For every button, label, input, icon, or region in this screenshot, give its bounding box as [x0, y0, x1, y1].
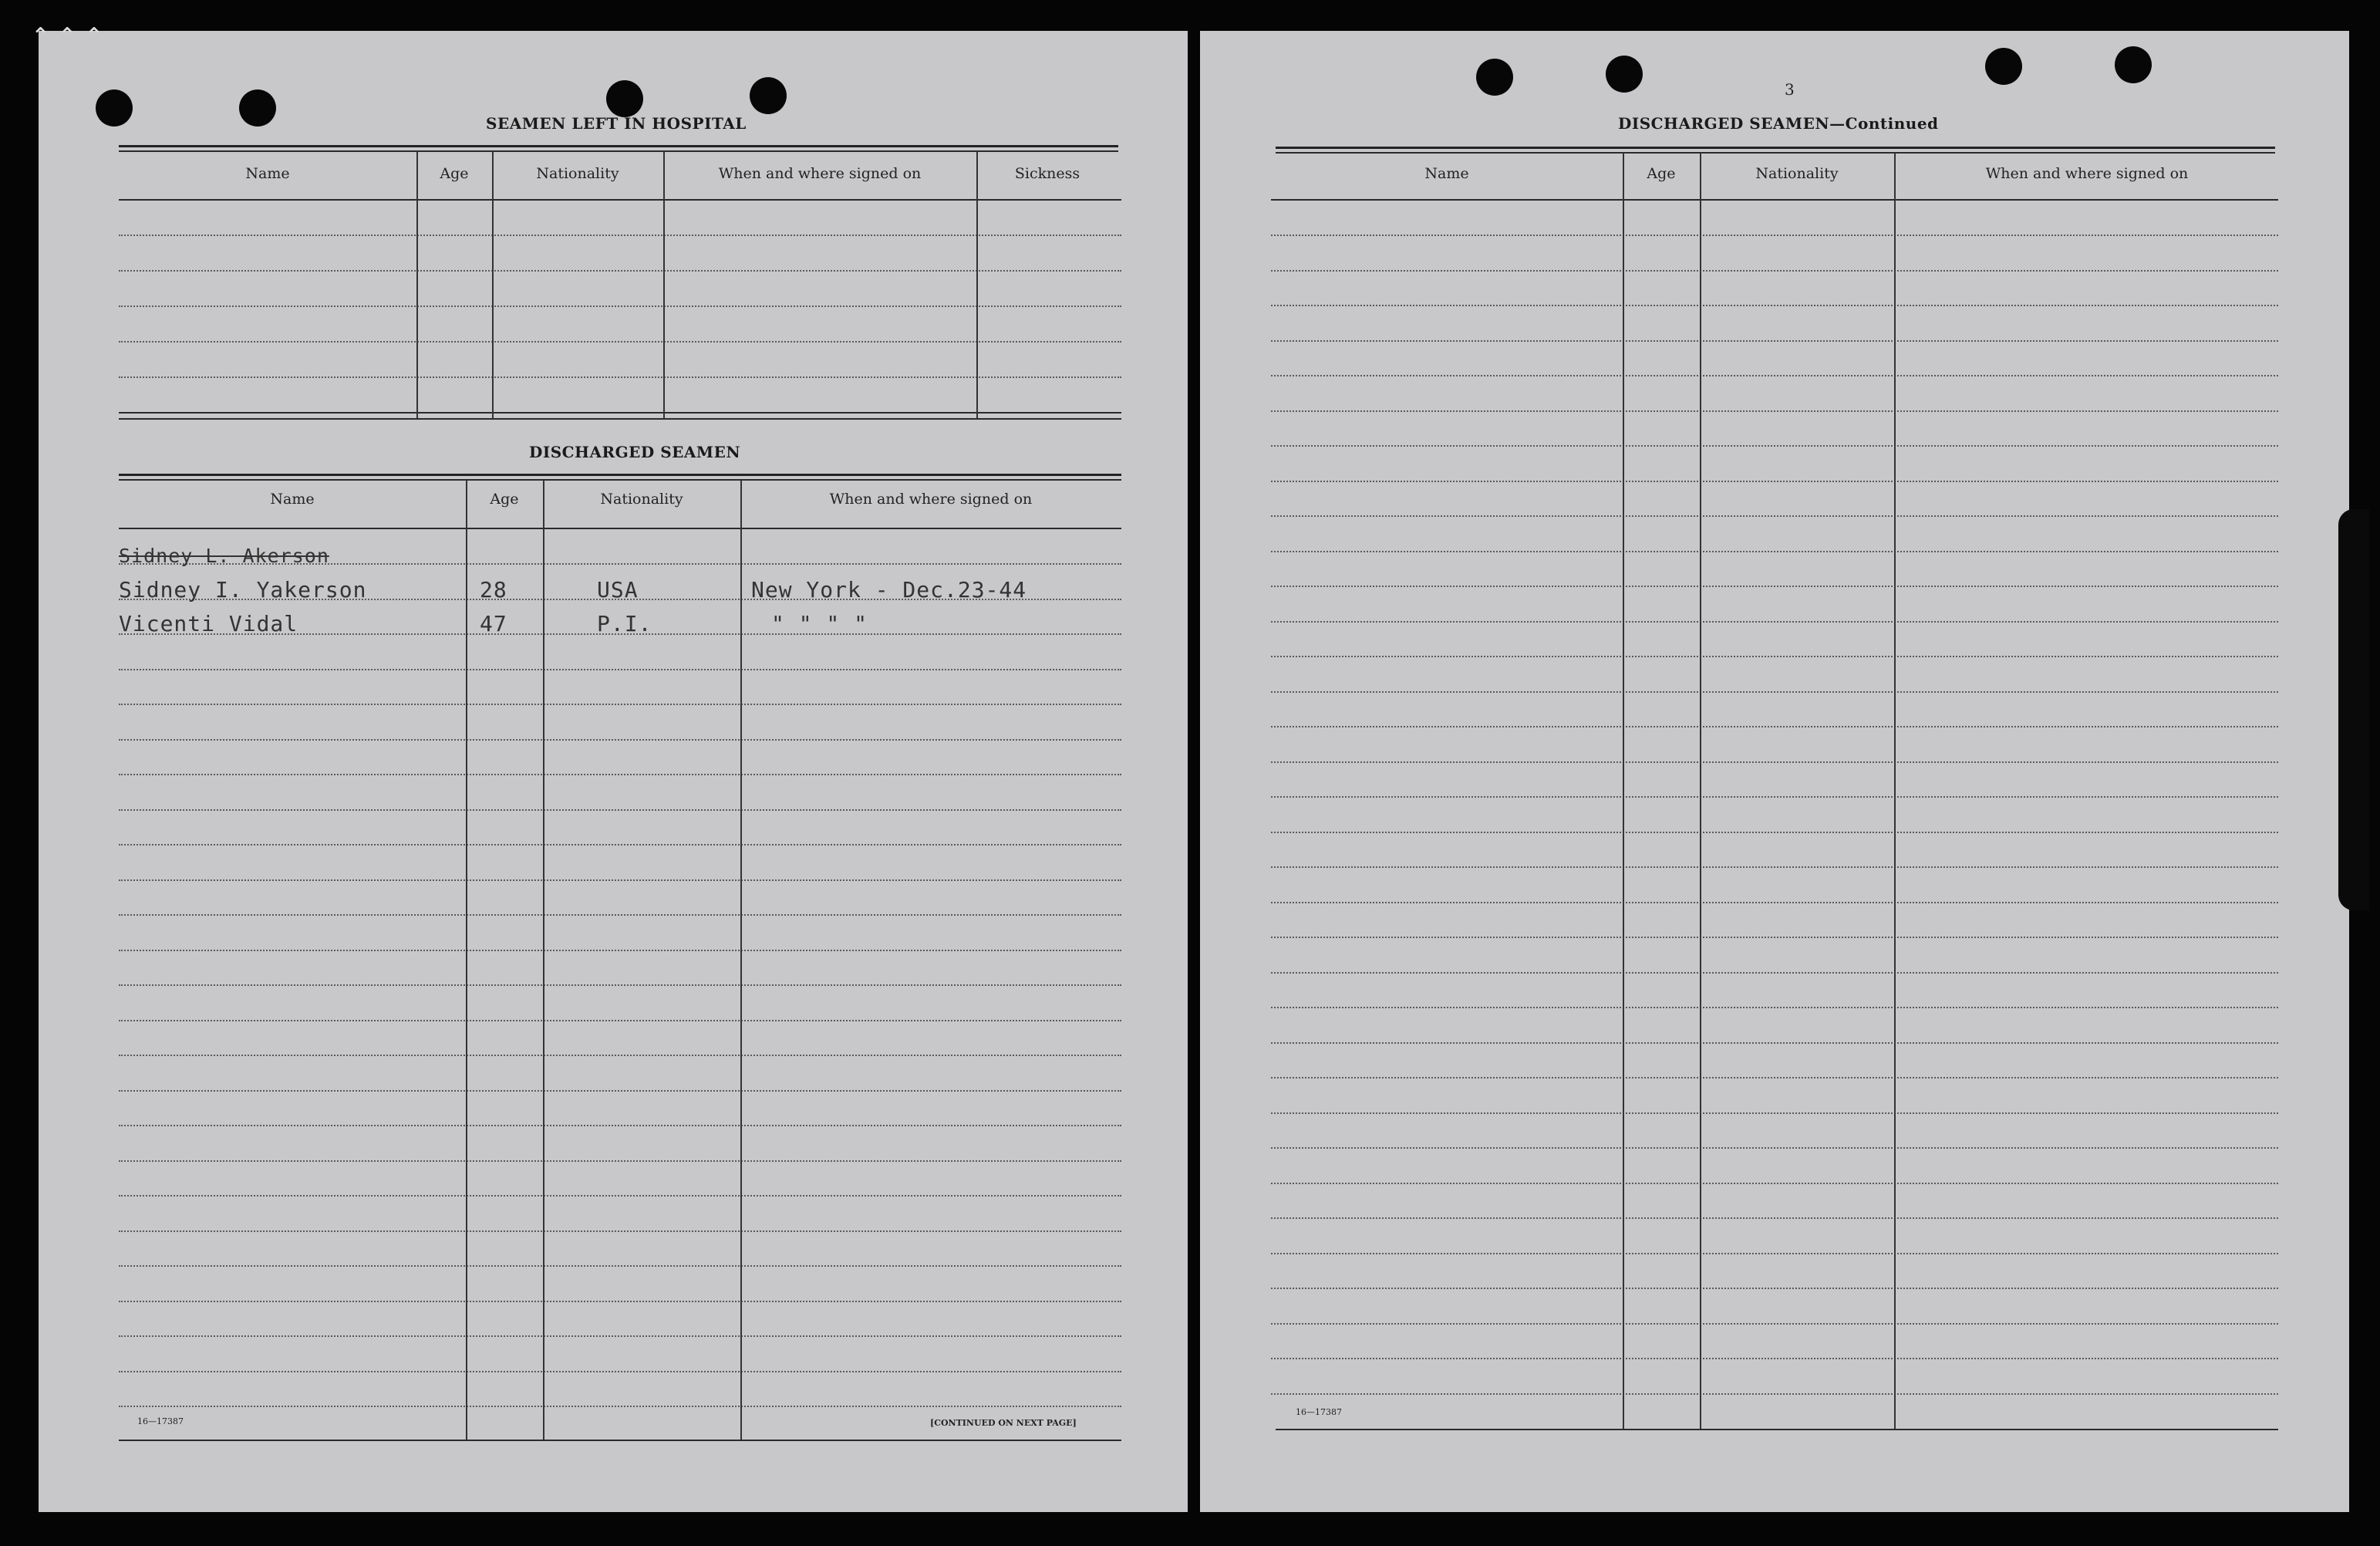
row-line	[1271, 902, 2278, 903]
discharged-top-rule-2	[119, 479, 1121, 481]
hospital-header-rule	[119, 199, 1121, 201]
hospital-col-signed-on: When and where signed on	[718, 165, 922, 182]
entry-1-nationality: USA	[597, 577, 639, 603]
right-header-rule	[1271, 199, 2278, 201]
row-line	[1271, 761, 2278, 763]
hospital-col-divider	[663, 151, 665, 418]
row-line	[119, 879, 1121, 881]
row-line	[1271, 410, 2278, 412]
hospital-col-divider	[416, 151, 418, 418]
row-line	[119, 844, 1121, 846]
row-line	[1271, 972, 2278, 974]
row-line	[1271, 1077, 2278, 1078]
right-col-age: Age	[1647, 165, 1676, 182]
row-line	[119, 914, 1121, 916]
entry-2-age: 47	[480, 611, 507, 636]
right-col-divider	[1623, 153, 1624, 1429]
row-line	[1271, 1042, 2278, 1044]
discharged-section-title: DISCHARGED SEAMEN	[529, 443, 741, 461]
row-line	[119, 1301, 1121, 1302]
row-line	[119, 1055, 1121, 1056]
discharged-col-nationality: Nationality	[600, 491, 683, 508]
row-line	[1271, 726, 2278, 727]
row-line	[119, 1195, 1121, 1197]
row-line	[119, 1020, 1121, 1021]
row-line	[1271, 515, 2278, 517]
entry-1-name: Sidney I. Yakerson	[119, 577, 367, 603]
row-line	[1271, 691, 2278, 693]
hospital-col-nationality: Nationality	[536, 165, 619, 182]
row-line	[1271, 866, 2278, 868]
hospital-top-rule-2	[119, 150, 1118, 152]
row-line	[119, 1335, 1121, 1337]
hospital-row-line	[119, 305, 1121, 307]
row-line	[1271, 445, 2278, 447]
row-line	[1271, 1393, 2278, 1395]
row-line	[1271, 1358, 2278, 1359]
hospital-row-line	[119, 235, 1121, 236]
row-line	[1271, 937, 2278, 938]
right-top-rule-2	[1276, 152, 2275, 154]
punch-hole	[2115, 46, 2152, 83]
row-line	[119, 1230, 1121, 1232]
right-col-name: Name	[1424, 165, 1469, 182]
discharged-col-signed-on: When and where signed on	[829, 491, 1033, 508]
row-line	[1271, 1253, 2278, 1254]
row-line	[119, 704, 1121, 705]
entry-2-name: Vicenti Vidal	[119, 611, 298, 636]
punch-hole	[96, 89, 133, 127]
row-line	[1271, 235, 2278, 236]
discharged-top-rule	[119, 474, 1121, 476]
row-line	[1271, 586, 2278, 587]
right-col-divider	[1700, 153, 1701, 1429]
row-line	[1271, 656, 2278, 657]
right-page	[1200, 31, 2349, 1512]
row-line	[1271, 1288, 2278, 1289]
row-line	[119, 950, 1121, 951]
row-line	[1271, 340, 2278, 342]
discharged-continued-title: DISCHARGED SEAMEN—Continued	[1618, 114, 1939, 133]
binding-tab	[2338, 509, 2369, 910]
punch-hole	[1606, 56, 1643, 93]
hospital-row-line	[119, 341, 1121, 343]
punch-hole	[606, 80, 643, 117]
hospital-col-sickness: Sickness	[1014, 165, 1080, 182]
hospital-col-divider	[976, 151, 978, 418]
hospital-col-age: Age	[440, 165, 469, 182]
row-line	[1271, 305, 2278, 306]
row-line	[1271, 1323, 2278, 1325]
right-col-signed-on: When and where signed on	[1985, 165, 2189, 182]
punch-hole	[239, 89, 276, 127]
discharged-bottom-rule	[119, 1440, 1121, 1441]
row-line	[119, 1406, 1121, 1407]
right-bottom-rule	[1276, 1429, 2278, 1430]
row-line	[119, 1125, 1121, 1126]
hospital-section-title: SEAMEN LEFT IN HOSPITAL	[486, 114, 747, 133]
row-line	[1271, 1112, 2278, 1114]
row-line	[1271, 621, 2278, 623]
row-line	[119, 1371, 1121, 1372]
right-top-rule	[1276, 147, 2275, 149]
hospital-col-name: Name	[245, 165, 290, 182]
right-col-nationality: Nationality	[1755, 165, 1839, 182]
row-line	[1271, 1183, 2278, 1184]
discharged-col-divider	[740, 480, 742, 1440]
discharged-col-age: Age	[490, 491, 519, 508]
entry-2-signed-on: " " " "	[771, 611, 868, 636]
left-page	[39, 31, 1188, 1512]
entry-2-nationality: P.I.	[597, 611, 652, 636]
row-line	[1271, 551, 2278, 552]
form-number: 16—17387	[137, 1416, 184, 1426]
row-line	[1271, 481, 2278, 482]
row-line	[1271, 270, 2278, 272]
hospital-col-divider	[492, 151, 494, 418]
row-line	[119, 1090, 1121, 1092]
hospital-row-line	[119, 376, 1121, 378]
page-number: 3	[1785, 80, 1795, 99]
punch-hole	[1476, 59, 1513, 96]
row-line	[119, 669, 1121, 670]
hospital-bottom-rule-2	[119, 418, 1121, 420]
row-line	[1271, 1007, 2278, 1008]
row-line	[1271, 832, 2278, 833]
row-line	[119, 739, 1121, 741]
row-line	[119, 984, 1121, 986]
row-line	[119, 1265, 1121, 1267]
hospital-bottom-rule	[119, 412, 1121, 414]
row-line	[1271, 375, 2278, 376]
row-line	[1271, 1217, 2278, 1219]
discharged-col-divider	[466, 480, 467, 1440]
crossed-out-name: Sidney L. Akerson	[119, 545, 329, 567]
hospital-top-rule	[119, 145, 1118, 147]
row-line	[1271, 1147, 2278, 1149]
entry-1-age: 28	[480, 577, 507, 603]
punch-hole	[1985, 48, 2022, 85]
discharged-col-name: Name	[270, 491, 315, 508]
punch-hole	[750, 77, 787, 114]
right-col-divider	[1894, 153, 1896, 1429]
continued-note: [CONTINUED ON NEXT PAGE]	[930, 1418, 1077, 1428]
hospital-row-line	[119, 270, 1121, 272]
discharged-col-divider	[543, 480, 544, 1440]
row-line	[119, 1160, 1121, 1162]
corner-marks: ⌃ ⌃ ⌃	[31, 23, 104, 50]
discharged-header-rule	[119, 528, 1121, 529]
right-form-number: 16—17387	[1296, 1407, 1342, 1417]
row-line	[1271, 796, 2278, 798]
row-line	[119, 774, 1121, 775]
entry-1-signed-on: New York - Dec.23-44	[751, 577, 1027, 603]
row-line	[119, 809, 1121, 811]
